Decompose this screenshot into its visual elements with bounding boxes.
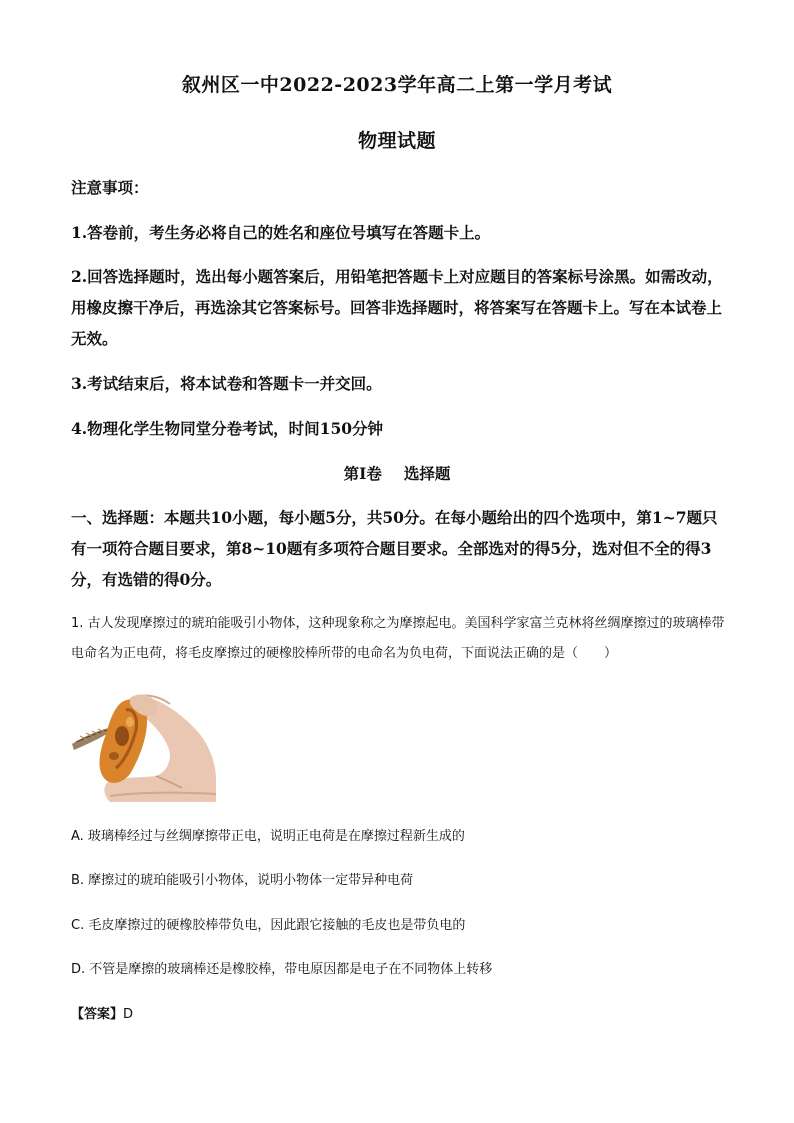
section-heading — [0, 462, 794, 484]
answer-label: 【答案】 — [71, 1007, 124, 1022]
option-c: C. 毛皮摩擦过的硬橡胶棒带负电，因此跟它接触的毛皮也是带负电的 — [71, 918, 466, 933]
answer-line — [71, 1003, 133, 1022]
note-item-2: 2.回答选择题时，选出每小题答案后，用铅笔把答题卡上对应题目的答案标号涂黑。如需改动，用橡皮擦干净后，再选涂其它答案标号。回答非选择题时，将答案写在答题卡上。写在本试卷上无效。 — [71, 267, 723, 348]
section-volume: 第I卷 — [343, 464, 382, 483]
section-name: 选择题 — [403, 464, 451, 483]
exam-title: 叙州区一中2022-2023学年高二上第一学月考试 — [181, 74, 613, 96]
note-item-4: 4.物理化学生物同堂分卷考试，时间150分钟 — [71, 419, 384, 438]
note-item-1: 1.答卷前，考生务必将自己的姓名和座位号填写在答题卡上。 — [71, 223, 491, 242]
option-b: B. 摩擦过的琥珀能吸引小物体，说明小物体一定带异种电荷 — [71, 873, 414, 888]
amber-in-hand-photo — [70, 684, 216, 802]
answer-value: D — [123, 1007, 134, 1022]
option-a: A. 玻璃棒经过与丝绸摩擦带正电，说明正电荷是在摩擦过程新生成的 — [71, 829, 465, 844]
option-d: D. 不管是摩擦的玻璃棒还是橡胶棒，带电原因都是电子在不同物体上转移 — [71, 962, 493, 977]
question-1-stem: 1. 古人发现摩擦过的琥珀能吸引小物体，这种现象称之为摩擦起电。美国科学家富兰克林将丝绸摩擦过的玻璃棒带电命名为正电荷，将毛皮摩擦过的硬橡胶棒所带的电命名为负电荷，下面说法正确的是（ ） — [71, 616, 725, 661]
note-item-3: 3.考试结束后，将本试卷和答题卡一并交回。 — [71, 374, 382, 393]
notes-heading: 注意事项： — [71, 178, 149, 197]
exam-subject: 物理试题 — [357, 130, 436, 152]
part-intro: 一、选择题：本题共10小题，每小题5分，共50分。在每小题给出的四个选项中，第1~7题只有一项符合题目要求，第8~10题有多项符合题目要求。全部选对的得5分，选对但不全的得3分，有选错的得0分。 — [71, 508, 718, 589]
